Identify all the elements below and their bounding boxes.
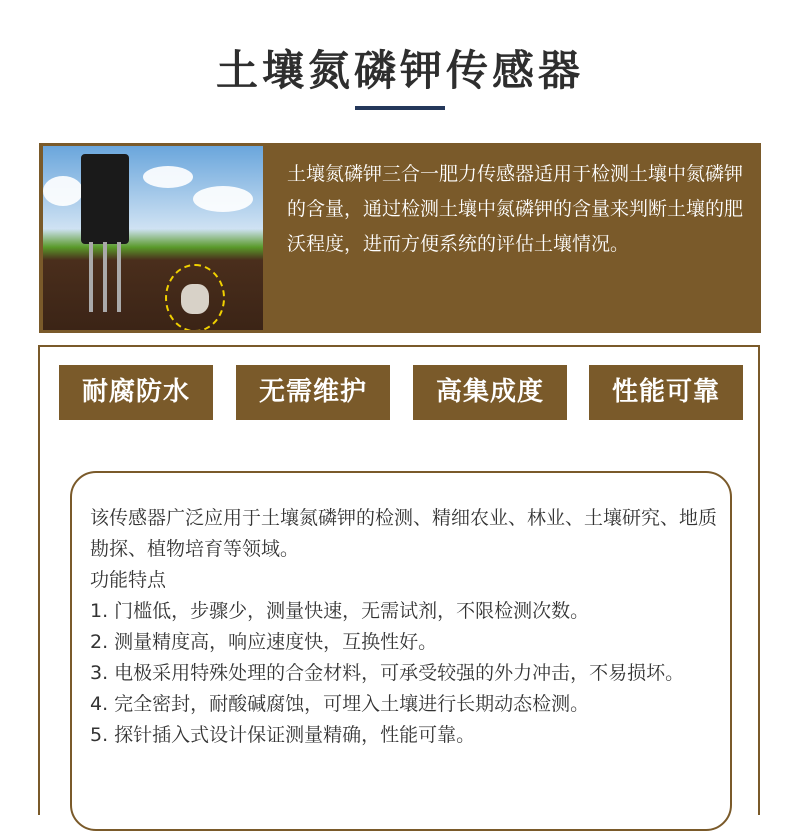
page-title: 土壤氮磷钾传感器 [215,46,584,95]
details-line: 1. 门槛低，步骤少，测量快速，无需试剂，不限检测次数。 [90,600,590,622]
details-line: 2. 测量精度高，响应速度快，互换性好。 [90,631,438,653]
intro-panel [39,143,761,333]
details-line: 4. 完全密封，耐酸碱腐蚀，可埋入土壤进行长期动态检测。 [90,693,590,715]
badge-reliable: 性能可靠 [589,365,743,420]
badge-integration: 高集成度 [413,365,567,420]
details-line: 3. 电极采用特殊处理的合金材料，可承受较强的外力冲击，不易损坏。 [90,662,685,684]
intro-text: 土壤氮磷钾三合一肥力传感器适用于检测土壤中氮磷钾的含量，通过检测土壤中氮磷钾的含量来判断土壤的肥沃程度，进而方便系统的评估土壤情况。 [287,163,744,255]
title-underline [355,106,445,110]
sensor-photo [43,146,263,330]
details-line: 该传感器广泛应用于土壤氮磷钾的检测、精细农业、林业、土壤研究、地质勘探、植物培育等领域。 [90,507,718,560]
badge-maintenance-free: 无需维护 [236,365,390,420]
stone-highlight [165,264,225,330]
details-box [70,471,732,831]
features-box [38,345,760,815]
badge-waterproof: 耐腐防水 [59,365,213,420]
sensor-body [81,154,129,244]
details-line: 5. 探针插入式设计保证测量精确，性能可靠。 [90,724,476,746]
details-line: 功能特点 [90,569,167,591]
